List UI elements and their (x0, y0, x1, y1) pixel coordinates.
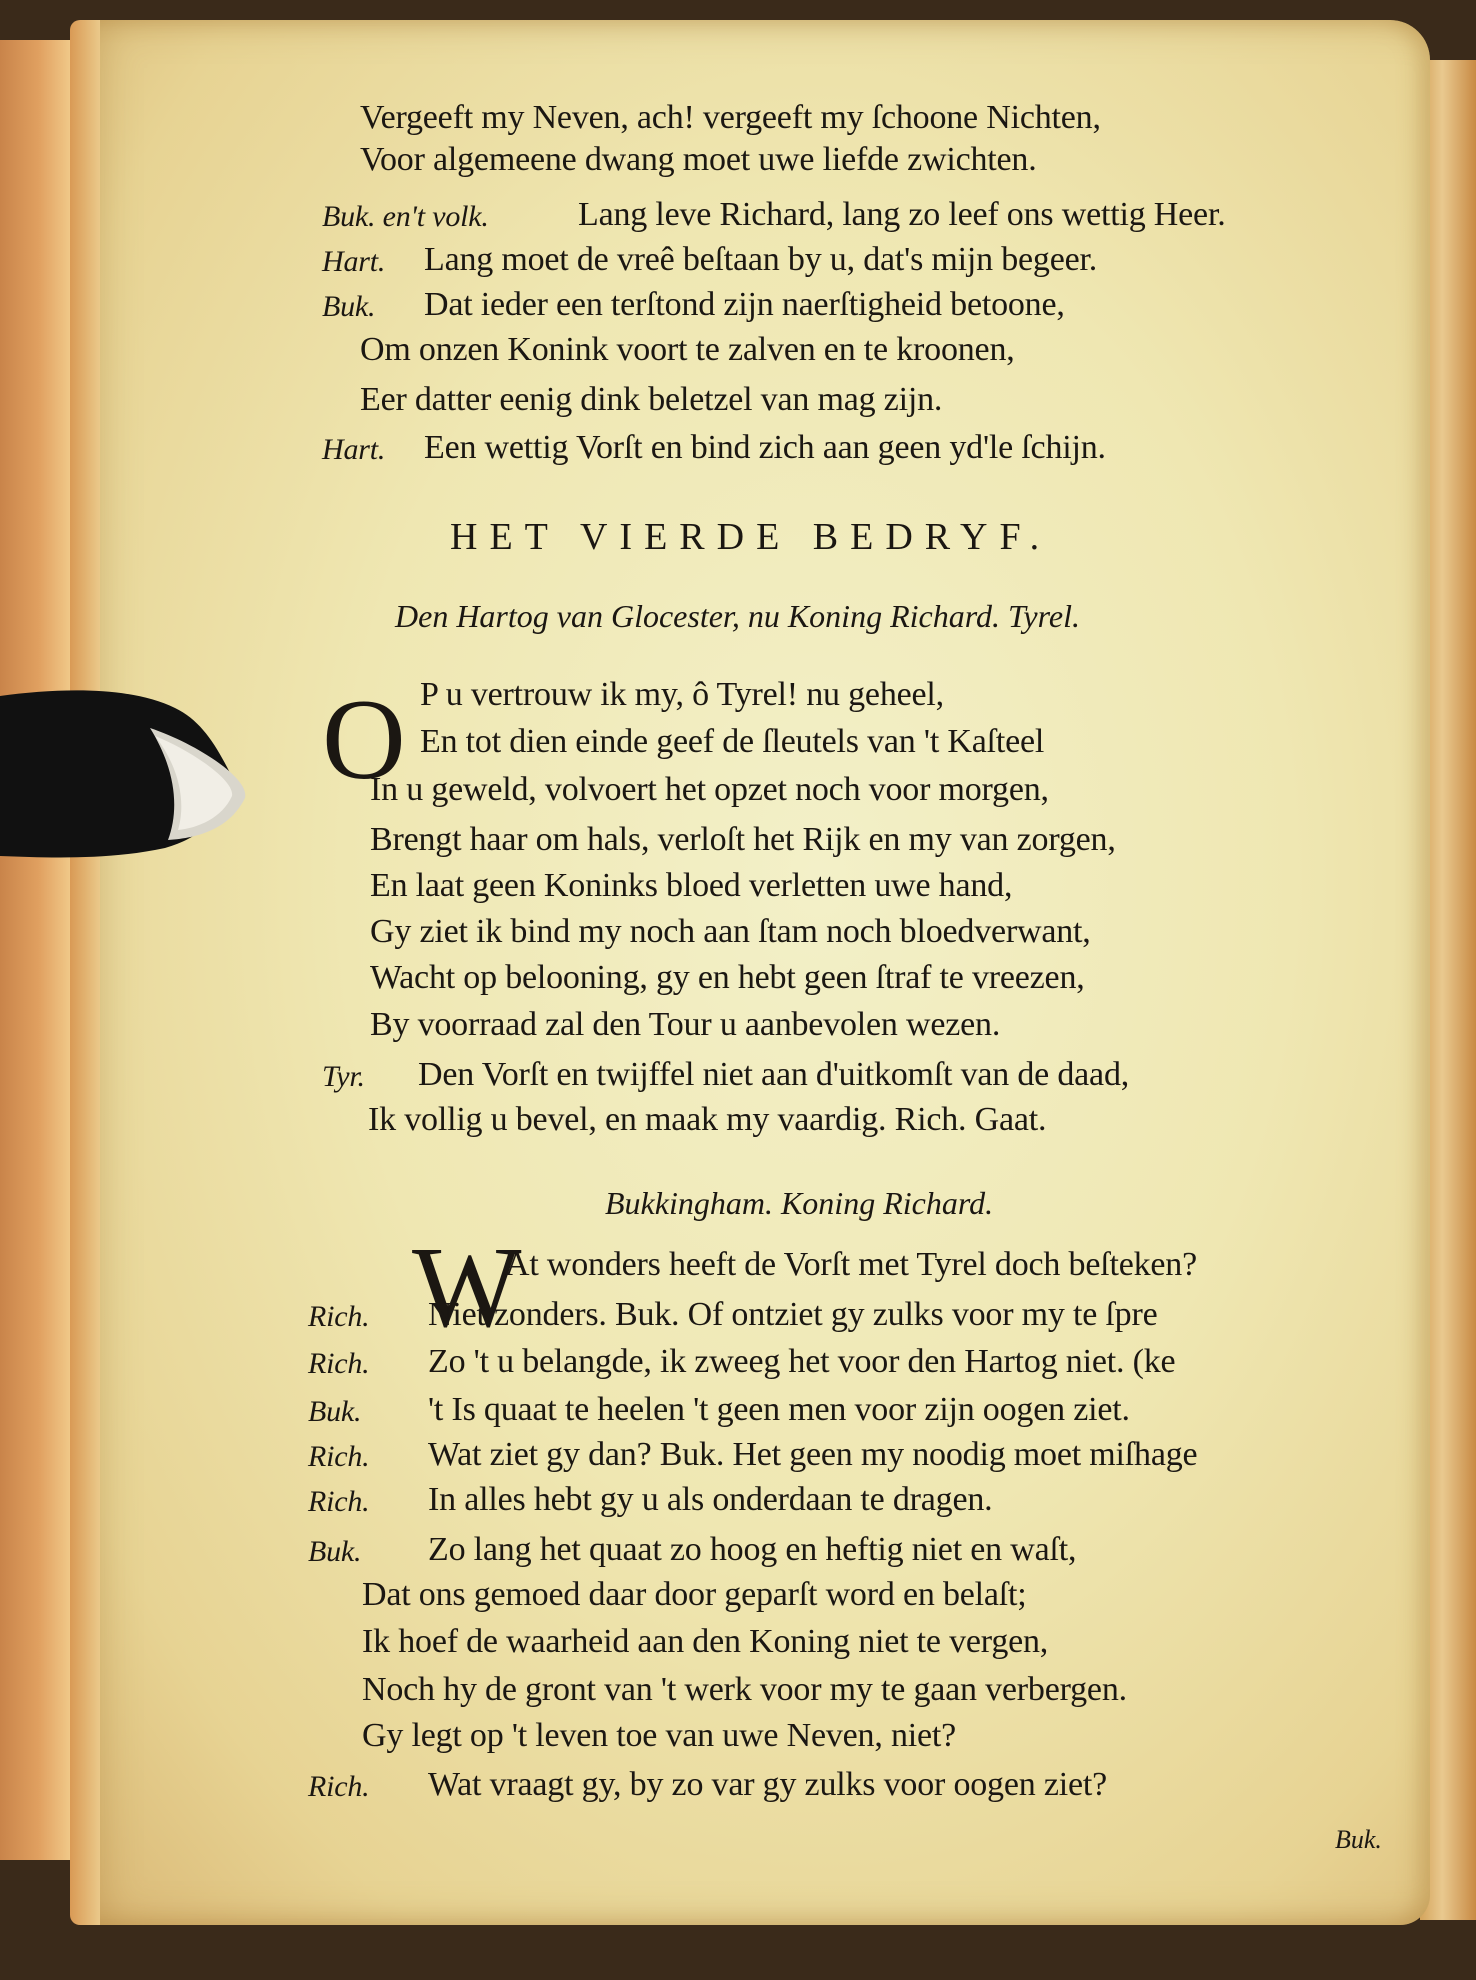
speaker-label: Rich. (308, 1440, 370, 1473)
verse-line: Brengt haar om hals, verloſt het Rijk en my van zorgen, (370, 821, 1116, 858)
verse-line: Ik hoef de waarheid aan den Koning niet te vergen, (362, 1623, 1049, 1660)
page-weight-icon (0, 688, 250, 868)
verse-line: Dat ons gemoed daar door geparſt word en belaſt; (362, 1576, 1027, 1613)
scene-header-1: Den Hartog van Glocester, nu Koning Richard. Tyrel. (395, 598, 1080, 634)
verse-line: Den Vorſt en twijffel niet aan d'uitkomſt van de daad, (418, 1056, 1130, 1093)
catchword: Buk. (1335, 1825, 1382, 1854)
verse-line: By voorraad zal den Tour u aanbevolen wezen. (370, 1006, 1001, 1043)
verse-line: Een wettig Vorſt en bind zich aan geen yd'le ſchijn. (424, 429, 1106, 466)
verse-line: In alles hebt gy u als onderdaan te dragen. (428, 1481, 993, 1518)
verse-line: At wonders heeft de Vorſt met Tyrel doch beſteken? (505, 1246, 1197, 1283)
speaker-label: Tyr. (322, 1060, 365, 1093)
speaker-label: Rich. (308, 1300, 370, 1333)
verse-line: En laat geen Koninks bloed verletten uwe hand, (370, 867, 1013, 904)
speaker-label: Buk. en't volk. (322, 200, 489, 233)
verse-line: En tot dien einde geef de ſleutels van 't Kaſteel (420, 723, 1045, 760)
verse-line: Lang leve Richard, lang zo leef ons wettig Heer. (578, 196, 1226, 233)
speaker-label: Rich. (308, 1347, 370, 1380)
drop-capital-w: W (412, 1224, 522, 1352)
verse-line: Vergeeft my Neven, ach! vergeeft my ſchoone Nichten, (360, 99, 1101, 136)
page-gutter (70, 20, 100, 1925)
verse-line: Voor algemeene dwang moet uwe liefde zwichten. (360, 141, 1037, 178)
speaker-label: Buk. (322, 290, 376, 323)
verse-line: Zo 't u belangde, ik zweeg het voor den Hartog niet. (ke (428, 1343, 1176, 1380)
verse-line: Eer datter eenig dink beletzel van mag zijn. (360, 381, 943, 418)
verse-line: Niet zonders. Buk. Of ontziet gy zulks voor my te ſpre (428, 1296, 1158, 1333)
verse-line: Noch hy de gront van 't werk voor my te gaan verbergen. (362, 1671, 1127, 1708)
speaker-label: Rich. (308, 1485, 370, 1518)
drop-capital-o: O (322, 676, 406, 804)
verse-line: Dat ieder een terſtond zijn naerſtigheid betoone, (424, 286, 1065, 323)
verse-line: In u geweld, volvoert het opzet noch voor morgen, (370, 771, 1049, 808)
verse-line: Lang moet de vreê beſtaan by u, dat's mijn begeer. (424, 241, 1098, 278)
act-title: HET VIERDE BEDRYF. (450, 516, 1052, 558)
verse-line: Gy legt op 't leven toe van uwe Neven, niet? (362, 1717, 957, 1754)
speaker-label: Buk. (308, 1535, 362, 1568)
verse-line: Wacht op belooning, gy en hebt geen ſtraf te vreezen, (370, 959, 1085, 996)
speaker-label: Hart. (322, 245, 386, 278)
verse-line: Ik vollig u bevel, en maak my vaardig. Rich. Gaat. (368, 1101, 1047, 1138)
speaker-label: Rich. (308, 1770, 370, 1803)
verse-line: Wat ziet gy dan? Buk. Het geen my noodig moet miſhage (428, 1436, 1198, 1473)
verse-line: Gy ziet ik bind my noch aan ſtam noch bloedverwant, (370, 913, 1091, 950)
speaker-label: Hart. (322, 433, 386, 466)
left-page-edge (0, 40, 70, 1860)
verse-line: P u vertrouw ik my, ô Tyrel! nu geheel, (420, 676, 944, 713)
verse-line: Zo lang het quaat zo hoog en heftig niet en waſt, (428, 1531, 1077, 1568)
verse-line: Wat vraagt gy, by zo var gy zulks voor oogen ziet? (428, 1766, 1107, 1803)
speaker-label: Buk. (308, 1395, 362, 1428)
verse-line: Om onzen Konink voort te zalven en te kroonen, (360, 331, 1015, 368)
scene-header-2: Bukkingham. Koning Richard. (605, 1185, 994, 1221)
verse-line: 't Is quaat te heelen 't geen men voor zijn oogen ziet. (428, 1391, 1130, 1428)
